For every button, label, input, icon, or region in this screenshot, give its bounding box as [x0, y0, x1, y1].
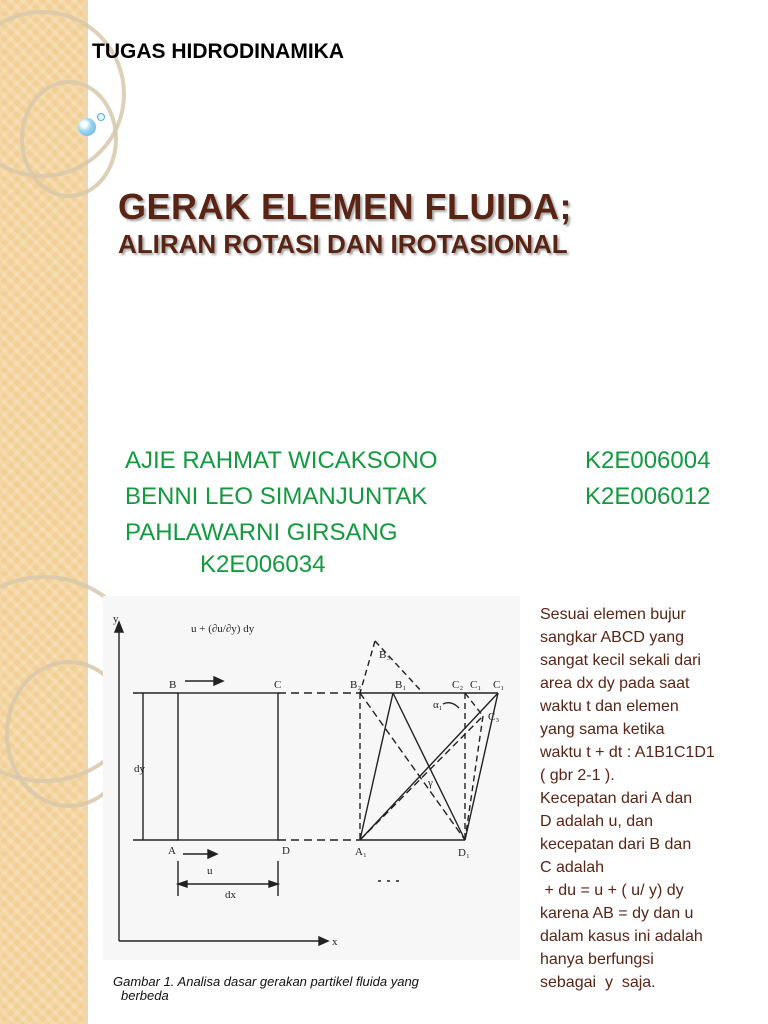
- description-line: waktu t + dt : A1B1C1D1: [540, 744, 715, 761]
- label-b3: B₃: [379, 649, 391, 661]
- description-line: + du = u + ( u/ y) dy: [540, 882, 684, 899]
- label-a: A: [168, 845, 176, 857]
- description-line: C adalah: [540, 859, 605, 876]
- description-text: [540, 603, 768, 994]
- label-u: u: [207, 865, 213, 877]
- description-line: sangkar ABCD yang: [540, 629, 685, 646]
- caption-line: berbeda: [121, 988, 169, 1003]
- author-name: AJIE RAHMAT WICAKSONO: [125, 447, 438, 474]
- label-a1: A₁: [355, 846, 367, 858]
- label-dy: dy: [134, 763, 145, 775]
- course-title: TUGAS HIDRODINAMIKA: [92, 40, 344, 63]
- description-line: sangat kecil sekali dari: [540, 652, 701, 669]
- author-name: PAHLAWARNI GIRSANG: [125, 519, 398, 546]
- description-line: sebagai y saja.: [540, 974, 656, 991]
- label-angle: α₁: [433, 699, 443, 711]
- label-c2: C₂: [452, 679, 464, 691]
- label-b: B: [169, 679, 177, 691]
- label-b1: B₁: [395, 679, 407, 691]
- figure-caption: [113, 975, 513, 1003]
- label-x: x: [332, 936, 338, 948]
- label-d: D: [282, 845, 290, 857]
- label-y: y: [113, 613, 119, 625]
- label-b2: B₂: [350, 679, 362, 691]
- page-subtitle: ALIRAN ROTASI DAN IROTASIONAL: [118, 229, 568, 259]
- author-nim: K2E006034: [200, 551, 326, 578]
- author-nim: K2E006012: [585, 483, 711, 510]
- label-c1: C₁: [470, 679, 482, 691]
- label-c3: C₃: [488, 711, 500, 723]
- description-line: area dx dy pada saat: [540, 675, 690, 692]
- label-angle2: γ: [428, 777, 433, 789]
- label-c: C: [274, 679, 282, 691]
- description-line: waktu t dan elemen: [540, 698, 679, 715]
- description-line: ( gbr 2-1 ).: [540, 767, 615, 784]
- decorative-ring: [20, 80, 118, 198]
- bubble-icon: [97, 113, 105, 121]
- description-line: dalam kasus ini adalah: [540, 928, 703, 945]
- page-title: GERAK ELEMEN FLUIDA;: [118, 186, 572, 227]
- description-line: yang sama ketika: [540, 721, 665, 738]
- author-name: BENNI LEO SIMANJUNTAK: [125, 483, 428, 510]
- label-c1b: C₁: [493, 679, 505, 691]
- description-line: kecepatan dari B dan: [540, 836, 692, 853]
- label-dx: dx: [225, 889, 236, 901]
- description-line: hanya berfungsi: [540, 951, 654, 968]
- description-line: karena AB = dy dan u: [540, 905, 694, 922]
- author-nim: K2E006004: [585, 447, 711, 474]
- description-line: D adalah u, dan: [540, 813, 653, 830]
- description-line: Sesuai elemen bujur: [540, 606, 686, 623]
- label-top-velocity: u + (∂u/∂y) dy: [191, 623, 255, 635]
- label-d1: D₁: [458, 847, 470, 859]
- description-line: Kecepatan dari A dan: [540, 790, 693, 807]
- fluid-element-diagram: [103, 596, 520, 960]
- caption-line: Gambar 1. Analisa dasar gerakan partikel fluida yang: [113, 974, 419, 989]
- bubble-icon: [78, 118, 96, 136]
